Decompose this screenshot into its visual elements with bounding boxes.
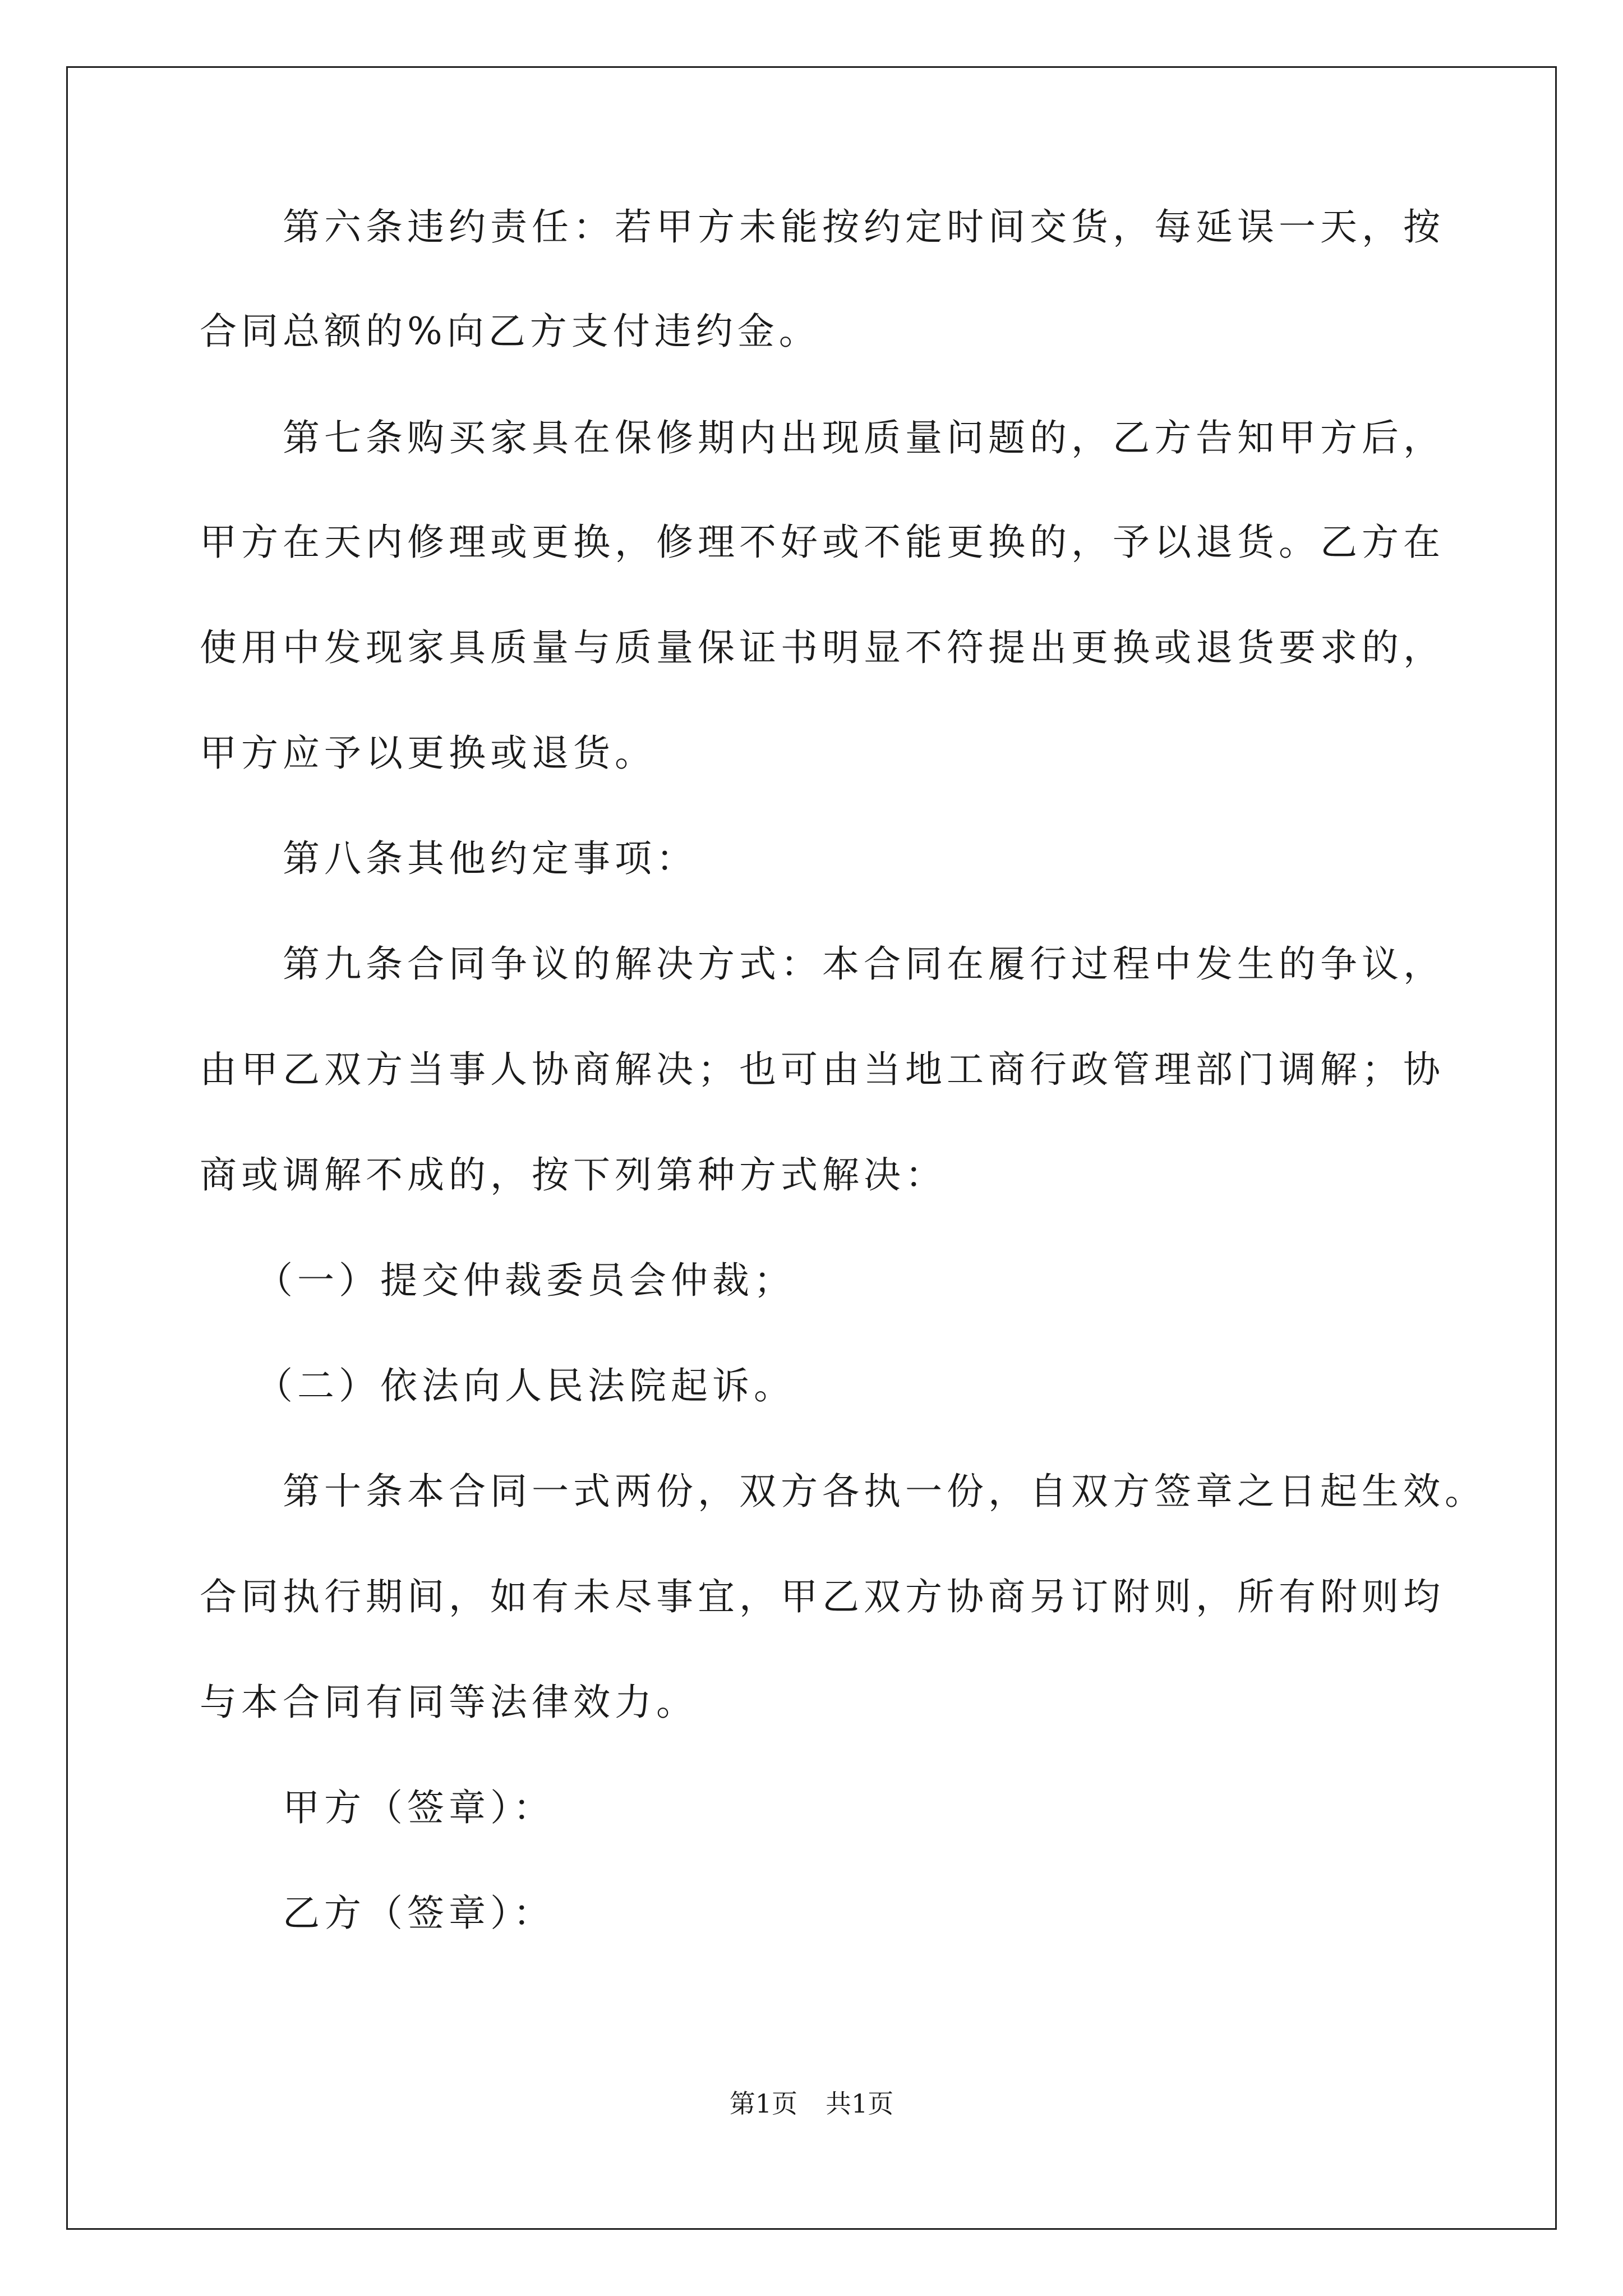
clause-9-line-3: 商或调解不成的，按下列第种方式解决： — [200, 1153, 947, 1197]
clause-10-line-1: 第十条本合同一式两份，双方各执一份，自双方签章之日起生效。 — [283, 1470, 1486, 1513]
page-number-current: 第1页 — [729, 2088, 797, 2119]
page-footer — [0, 2087, 1623, 2120]
clause-7-line-4: 甲方应予以更换或退货。 — [200, 731, 656, 775]
clause-7-line-3: 使用中发现家具质量与质量保证书明显不符提出更换或退货要求的， — [200, 626, 1445, 669]
clause-10-line-2: 合同执行期间，如有未尽事宜，甲乙双方协商另订附则，所有附则均 — [200, 1575, 1445, 1618]
clause-7-line-1: 第七条购买家具在保修期内出现质量问题的，乙方告知甲方后， — [283, 416, 1445, 459]
clause-7-line-2: 甲方在天内修理或更换，修理不好或不能更换的，予以退货。乙方在 — [200, 521, 1445, 564]
clause-10-line-3: 与本合同有同等法律效力。 — [200, 1681, 698, 1724]
clause-6-line-1: 第六条违约责任：若甲方未能按约定时间交货，每延误一天，按 — [283, 205, 1445, 249]
clause-9-line-1: 第九条合同争议的解决方式：本合同在履行过程中发生的争议， — [283, 942, 1445, 986]
page-number-total: 共1页 — [826, 2088, 894, 2119]
party-b-signature-label: 乙方（签章）： — [283, 1892, 555, 1935]
clause-9-option-1: （一）提交仲裁委员会仲裁； — [256, 1259, 795, 1302]
clause-9-option-2: （二）依法向人民法院起诉。 — [256, 1364, 795, 1407]
party-a-signature-label: 甲方（签章）： — [283, 1786, 555, 1829]
clause-9-line-2: 由甲乙双方当事人协商解决；也可由当地工商行政管理部门调解；协 — [200, 1048, 1445, 1091]
clause-6-line-2: 合同总额的%向乙方支付违约金。 — [200, 310, 820, 353]
clause-8-line-1: 第八条其他约定事项： — [283, 837, 698, 880]
